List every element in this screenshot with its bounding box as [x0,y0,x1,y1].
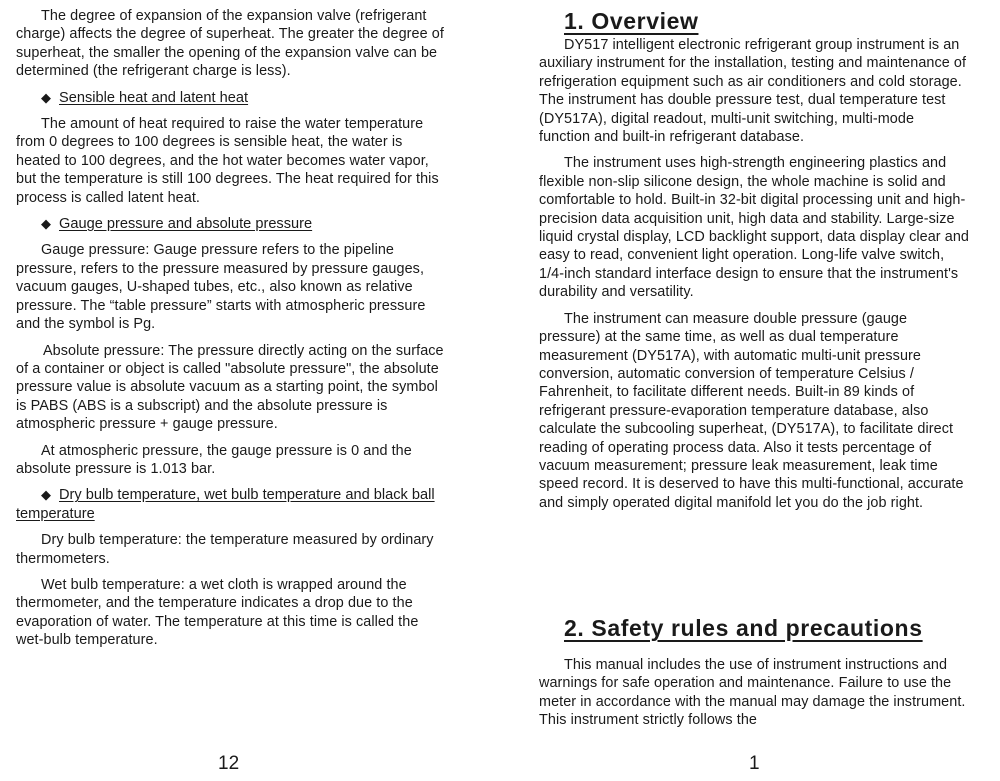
pressure-heading [16,215,446,233]
right-page-content [539,6,969,520]
bulb-temperature-heading [16,486,446,523]
wet-bulb-paragraph: Wet bulb temperature: a wet cloth is wrapped around the thermometer, and the temperature indicates a drop due to the evaporation of water. The temperature at this time is called the wet-bulb temperature. [16,576,419,649]
pressure-heading-label: Gauge pressure and absolute pressure [59,216,313,233]
safety-section-body [539,656,969,738]
safety-section-title: 2. Safety rules and precautions [564,615,923,641]
left-page [16,0,446,781]
diamond-bullet-icon: ◆ [41,487,51,503]
sensible-heat-heading-label: Sensible heat and latent heat [59,89,249,106]
atmospheric-pressure-paragraph: At atmospheric pressure, the gauge pressure is 0 and the absolute pressure is 1.013 bar. [16,442,412,477]
diamond-bullet-icon: ◆ [41,216,51,232]
safety-paragraph-1: This manual includes the use of instrument instructions and warnings for safe operation and maintenance. Failure to use the meter in accordance with the manual may damage the instrument. This instrument strictly follows the [539,657,966,729]
absolute-pressure-paragraph: Absolute pressure: The pressure directly acting on the surface of a container or object is called "absolute pressure", the absolute pressure value is absolute vacuum as a starting point, the symbol is PABS (ABS is a subscript) and the absolute pressure is atmospheric pressure + gauge pressure. [16,342,444,433]
left-page-content [16,7,446,658]
sensible-heat-paragraph: The amount of heat required to raise the water temperature from 0 degrees to 100 degrees is sensible heat, the water is heated to 100 degrees, and the hot water becomes water vapor, but the temperature is still 100 degrees. The heat required for this process is called latent heat. [16,116,439,206]
bulb-temperature-heading-label: Dry bulb temperature, wet bulb temperature and black ball temperature [16,487,435,522]
overview-section-title: 1. Overview [564,8,699,34]
sensible-heat-heading [16,89,446,107]
gauge-pressure-paragraph: Gauge pressure: Gauge pressure refers to the pipeline pressure, refers to the pressure measured by pressure gauges, vacuum gauges, U-shaped tubes, etc., also known as relative pressure. The “table pressure” starts with atmospheric pressure and the symbol is Pg. [16,242,426,333]
dry-bulb-paragraph: Dry bulb temperature: the temperature measured by ordinary thermometers. [16,532,434,567]
diamond-bullet-icon: ◆ [41,89,51,105]
right-page-number: 1 [749,753,760,774]
expansion-valve-paragraph: The degree of expansion of the expansion valve (refrigerant charge) affects the degree of superheat. The greater the degree of superheat, the smaller the opening of the expansion valve can be determined (the refrigerant charge is less). [16,8,444,80]
right-page [539,0,969,781]
overview-paragraph-3: The instrument can measure double pressure (gauge pressure) at the same time, as well as dual temperature measurement (DY517A), with automatic multi-unit pressure conversion, automatic conversion of temperature Celsius / Fahrenheit, to facilitate different needs. Built-in 89 kinds of refrigerant pressure-evaporation temperature database, also calculate the subcooling superheat, (DY517A), to facilitate direct reading of operating process data. Also it tests percentage of vacuum measurement; pressure leak measurement, leak time speed record. It is deserved to have this multi-functional, accurate and simply operated digital manifold let you do the job right. [539,310,964,511]
overview-paragraph-1: DY517 intelligent electronic refrigerant group instrument is an auxiliary instrument for the installation, testing and maintenance of refrigeration equipment such as air conditioners and cold storage. The instrument has double pressure test, dual temperature test (DY517A), digital readout, multi-unit switching, multi-mode function and built-in refrigerant database. [539,37,967,146]
overview-paragraph-2: The instrument uses high-strength engineering plastics and flexible non-slip silicone design, the whole machine is solid and comfortable to hold. Built-in 32-bit digital processing unit and high-precision data acquisition unit, high data and stability. Large-size liquid crystal display, LCD backlight support, data display clear and easy to read, convenient light operation. Long-life valve switch, 1/4-inch standard interface design to ensure that the instrument's durability and versatility. [539,155,969,301]
left-page-number: 12 [218,753,240,774]
